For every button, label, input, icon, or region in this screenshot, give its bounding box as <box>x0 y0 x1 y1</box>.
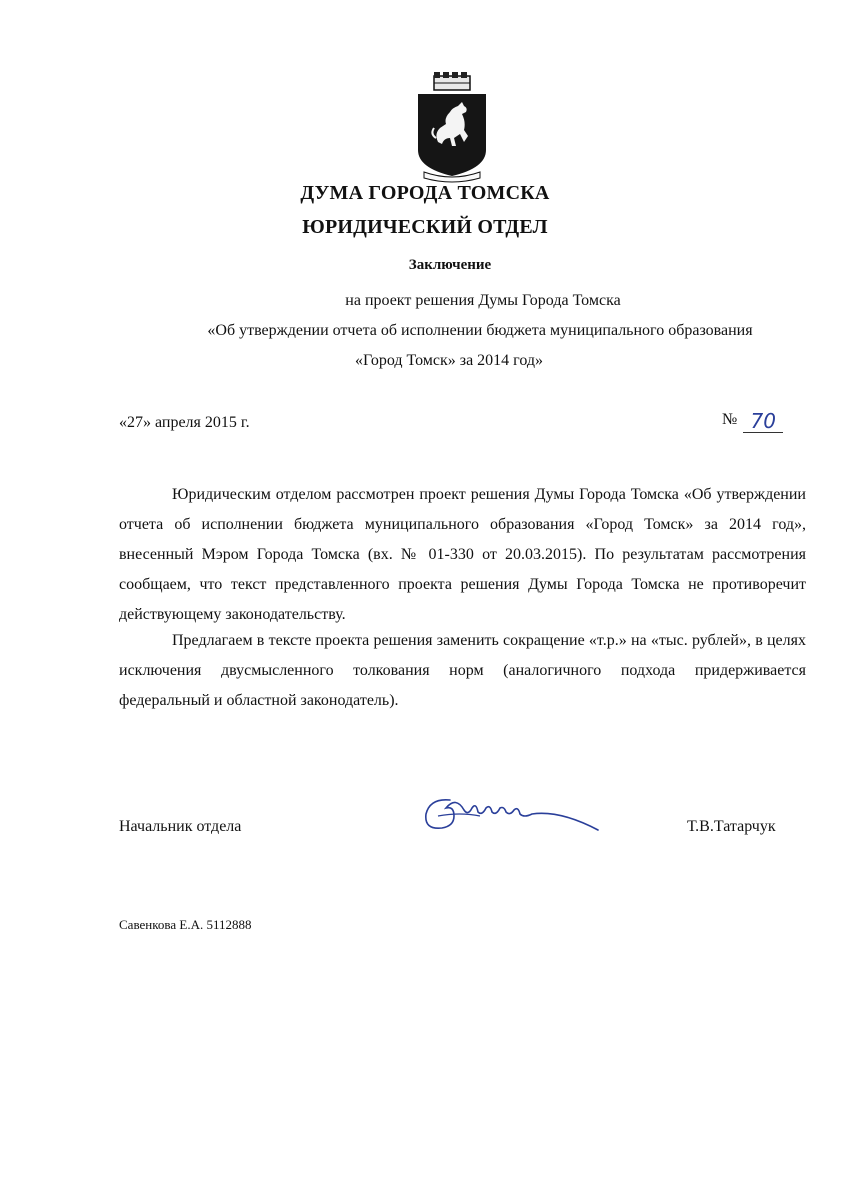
number-value: 70 <box>743 410 783 433</box>
signer-name: Т.В.Татарчук <box>687 818 776 835</box>
organization-title: ДУМА ГОРОДА ТОМСКА <box>300 182 550 204</box>
document-date: «27» апреля 2015 г. <box>119 414 250 431</box>
number-label: № <box>722 411 738 428</box>
department-title: ЮРИДИЧЕСКИЙ ОТДЕЛ <box>302 216 548 238</box>
document-number <box>722 410 783 433</box>
executor-contact: Савенкова Е.А. 5112888 <box>119 917 252 932</box>
subject-line-3: «Город Томск» за 2014 год» <box>354 352 544 369</box>
document-type-heading: Заключение <box>408 257 492 273</box>
body-paragraph-1: Юридическим отделом рассмотрен проект решения Думы Города Томска «Об утверждении отчета об исполнении бюджета муниципального образования «Город Томск» за 2014 год», внесенный Мэром Города Томска (вх. № 01-330 от 20.03.2015). По результатам рассмотрения сообщаем, что текст представленного проекта решения Думы Города Томска не противоречит действующему законодательству. <box>119 486 806 623</box>
subject-line-2: «Об утверждении отчета об исполнении бюджета муниципального образования <box>207 322 753 339</box>
signer-role: Начальник отдела <box>119 818 242 835</box>
subject-line-1: на проект решения Думы Города Томска <box>345 292 621 309</box>
city-coat-of-arms-icon <box>414 72 490 184</box>
handwritten-signature-icon <box>420 786 600 846</box>
body-paragraph-2: Предлагаем в тексте проекта решения заменить сокращение «т.р.» на «тыс. рублей», в целях исключения двусмысленного толкования норм (аналогичного подхода придерживается федеральный и областной законодатель). <box>119 632 806 709</box>
